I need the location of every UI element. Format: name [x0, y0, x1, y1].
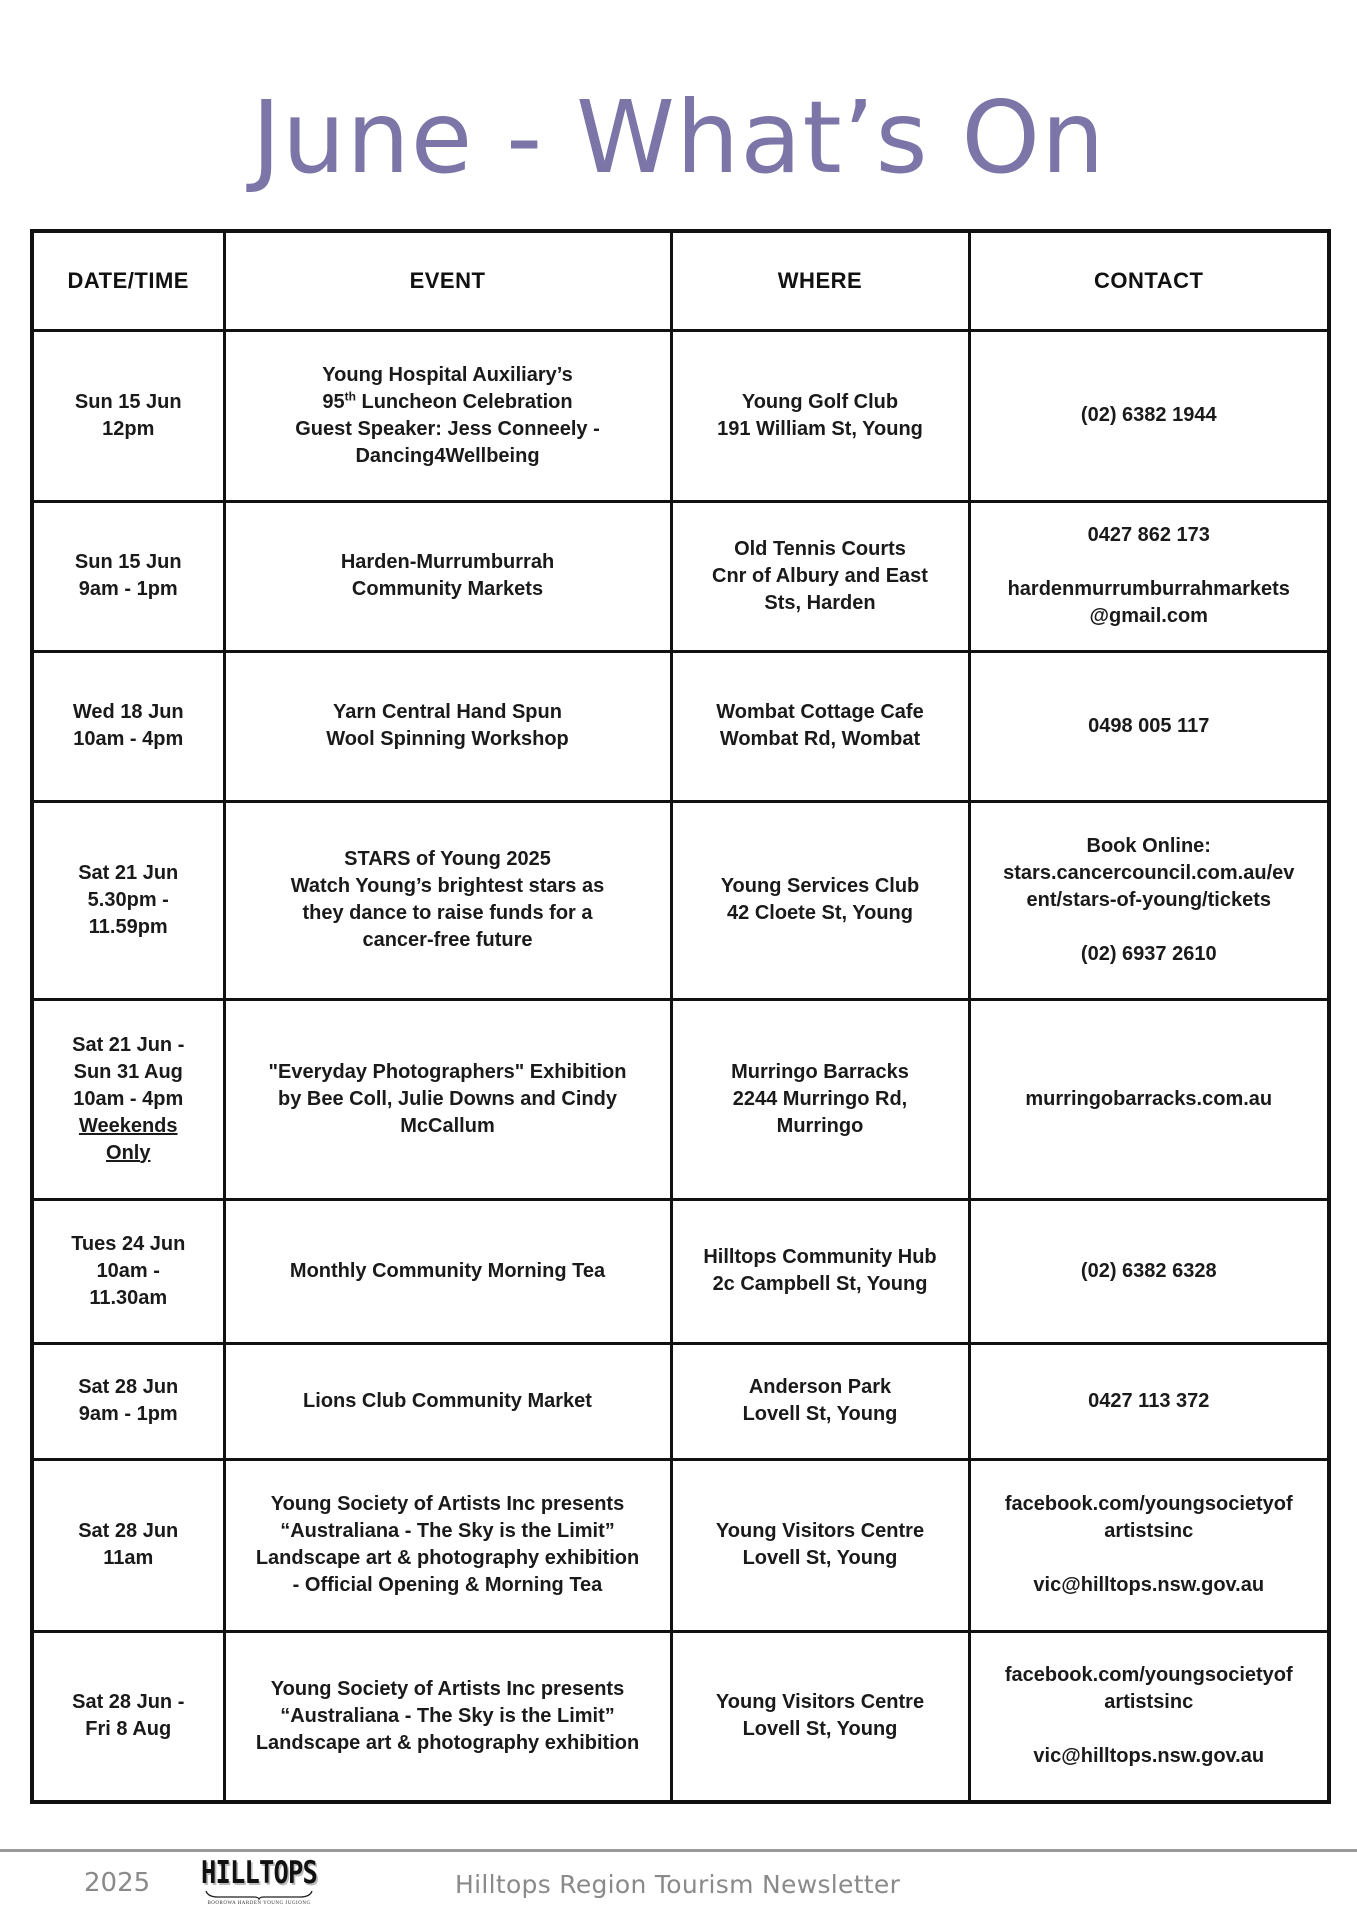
- event-line: Landscape art & photography exhibition: [255, 1547, 640, 1569]
- cell-contact: [969, 651, 1329, 801]
- cell-date: [32, 1343, 224, 1459]
- event-line: Yarn Central Hand Spun: [333, 701, 562, 723]
- weekends-note: Weekends: [78, 1114, 178, 1137]
- events-table: [30, 229, 1331, 1804]
- logo-brace-icon: [188, 1890, 330, 1900]
- cell-contact: [969, 801, 1329, 999]
- address-line: 191 William St, Young: [717, 417, 923, 440]
- event-line: Harden-Murrumburrah: [340, 551, 555, 573]
- cell-where: [671, 501, 969, 651]
- cell-date: [32, 801, 224, 999]
- cell-where: [671, 999, 969, 1199]
- spacer: [981, 1545, 1318, 1572]
- footer-divider: [0, 1849, 1357, 1852]
- event-line: - Official Opening & Morning Tea: [292, 1574, 603, 1596]
- logo-wordmark: HILLTOPS: [201, 1855, 317, 1891]
- date-line: Sun 15 Jun: [74, 390, 182, 413]
- venue-line: Young Services Club: [720, 875, 920, 897]
- date-line: Sat 28 Jun -: [72, 1691, 185, 1714]
- cell-date: [32, 501, 224, 651]
- header-where: WHERE: [671, 231, 969, 330]
- phone-number: (02) 6382 6328: [1080, 1259, 1217, 1282]
- address-line: 2c Campbell St, Young: [712, 1273, 928, 1295]
- date-line: Sat 28 Jun: [78, 1376, 179, 1398]
- venue-line: Anderson Park: [748, 1376, 892, 1398]
- facebook-link[interactable]: facebook.com/youngsocietyof: [1004, 1664, 1293, 1687]
- event-line: Young Society of Artists Inc presents: [270, 1493, 625, 1515]
- cell-event: [224, 330, 671, 501]
- facebook-link[interactable]: facebook.com/youngsocietyof: [1004, 1493, 1293, 1515]
- cell-date: [32, 1631, 224, 1802]
- cell-date: [32, 651, 224, 801]
- cell-contact: [969, 1631, 1329, 1802]
- phone-number: 0427 862 173: [1087, 524, 1210, 546]
- event-line: “Australiana - The Sky is the Limit”: [280, 1520, 615, 1542]
- cell-contact: [969, 1343, 1329, 1459]
- venue-line: Wombat Cottage Cafe: [716, 701, 924, 723]
- address-line: Lovell St, Young: [742, 1547, 898, 1569]
- cell-where: [671, 1631, 969, 1802]
- cell-contact: [969, 999, 1329, 1199]
- venue-line: Old Tennis Courts: [734, 537, 906, 560]
- weekends-note: Only: [106, 1141, 151, 1164]
- cell-contact: [969, 1199, 1329, 1343]
- date-line: Sat 28 Jun: [78, 1520, 179, 1542]
- time-line: 5.30pm -: [87, 888, 169, 911]
- event-line: “Australiana - The Sky is the Limit”: [280, 1704, 615, 1727]
- table-header-row: [32, 231, 1329, 330]
- logo-towns: BOOROWA HARDEN YOUNG JUGIONG: [207, 1901, 311, 1906]
- cell-event: [224, 999, 671, 1199]
- header-event: EVENT: [224, 231, 671, 330]
- spacer: [981, 549, 1318, 576]
- date-line: Sun 31 Aug: [73, 1060, 183, 1083]
- venue-line: Murringo Barracks: [731, 1060, 909, 1083]
- cell-date: [32, 330, 224, 501]
- cell-date: [32, 999, 224, 1199]
- table-row: [32, 801, 1329, 999]
- cell-where: [671, 330, 969, 501]
- event-line: "Everyday Photographers" Exhibition: [268, 1060, 627, 1083]
- cell-event: [224, 1343, 671, 1459]
- website-link[interactable]: murringobarracks.com.au: [1025, 1087, 1273, 1110]
- phone-number: 0498 005 117: [1088, 714, 1210, 737]
- footer-year: 2025: [84, 1868, 151, 1898]
- table-row: [32, 999, 1329, 1199]
- address-line: Lovell St, Young: [742, 1403, 898, 1425]
- date-line: Sun 15 Jun: [74, 551, 182, 573]
- venue-line: Young Golf Club: [741, 390, 899, 413]
- cell-contact: [969, 501, 1329, 651]
- cell-event: [224, 651, 671, 801]
- event-line: Young Society of Artists Inc presents: [270, 1677, 625, 1700]
- table-row: [32, 501, 1329, 651]
- date-line: Wed 18 Jun: [72, 701, 184, 723]
- date-line: Fri 8 Aug: [85, 1718, 172, 1741]
- address-line: Murringo: [776, 1114, 864, 1137]
- address-line: Wombat Rd, Wombat: [719, 728, 921, 750]
- time-line: 12pm: [102, 417, 155, 440]
- event-line: Watch Young’s brightest stars as: [290, 875, 605, 897]
- cell-contact: [969, 1459, 1329, 1631]
- email-link[interactable]: vic@hilltops.nsw.gov.au: [1033, 1745, 1265, 1768]
- time-line: 10am - 4pm: [73, 1087, 184, 1110]
- event-number: 95: [322, 390, 345, 413]
- header-contact: CONTACT: [969, 231, 1329, 330]
- date-line: Sat 21 Jun -: [72, 1033, 185, 1056]
- table-row: [32, 1199, 1329, 1343]
- date-line: Sat 21 Jun: [78, 861, 179, 884]
- cell-where: [671, 651, 969, 801]
- header-date-time: DATE/TIME: [32, 231, 224, 330]
- hilltops-logo: [188, 1856, 330, 1916]
- page-title: June - What’s On: [251, 79, 1106, 196]
- time-line: 11.59pm: [88, 915, 168, 938]
- facebook-link-continued[interactable]: artistsinc: [1104, 1520, 1194, 1542]
- phone-number: 0427 113 372: [1088, 1389, 1210, 1412]
- time-line: 10am -: [96, 1259, 160, 1282]
- venue-line: Young Visitors Centre: [715, 1520, 925, 1542]
- cell-date: [32, 1199, 224, 1343]
- newsletter-name: Hilltops Region Tourism Newsletter: [455, 1870, 901, 1899]
- event-line: Landscape art & photography exhibition: [255, 1731, 640, 1754]
- event-line: Dancing4Wellbeing: [355, 444, 540, 467]
- cell-where: [671, 1459, 969, 1631]
- event-line: Guest Speaker: Jess Conneely -: [295, 417, 600, 440]
- event-line: [236, 389, 660, 416]
- booking-url[interactable]: stars.cancercouncil.com.au/ev: [1003, 861, 1295, 884]
- event-line: Lions Club Community Market: [303, 1389, 592, 1412]
- table-row: [32, 1343, 1329, 1459]
- cell-event: [224, 1631, 671, 1802]
- cell-where: [671, 1343, 969, 1459]
- cell-date: [32, 1459, 224, 1631]
- address-line: Lovell St, Young: [742, 1718, 898, 1741]
- cell-event: [224, 801, 671, 999]
- address-line: 42 Cloete St, Young: [727, 902, 913, 924]
- time-line: 11am: [103, 1547, 154, 1569]
- ordinal-suffix: th: [344, 388, 356, 403]
- date-line: Tues 24 Jun: [71, 1232, 186, 1255]
- event-line: Wool Spinning Workshop: [326, 728, 569, 750]
- address-line: Sts, Harden: [764, 591, 876, 614]
- spacer: [981, 914, 1318, 941]
- cell-contact: [969, 330, 1329, 501]
- booking-url-continued[interactable]: ent/stars-of-young/tickets: [1026, 888, 1271, 911]
- cell-where: [671, 1199, 969, 1343]
- time-line: 9am - 1pm: [78, 578, 178, 600]
- table-row: [32, 651, 1329, 801]
- venue-line: Young Visitors Centre: [715, 1691, 925, 1714]
- event-line: Community Markets: [351, 578, 544, 600]
- event-line: cancer-free future: [362, 929, 533, 951]
- phone-number: (02) 6937 2610: [1080, 942, 1217, 965]
- phone-number: (02) 6382 1944: [1080, 404, 1217, 426]
- facebook-link-continued[interactable]: artistsinc: [1104, 1691, 1194, 1714]
- email-link-continued[interactable]: @gmail.com: [1089, 605, 1208, 627]
- event-line: by Bee Coll, Julie Downs and Cindy: [278, 1087, 617, 1110]
- time-line: 9am - 1pm: [78, 1403, 178, 1425]
- email-link[interactable]: vic@hilltops.nsw.gov.au: [1033, 1574, 1265, 1596]
- event-line: Young Hospital Auxiliary’s: [322, 363, 573, 386]
- event-line: they dance to raise funds for a: [302, 902, 593, 924]
- cell-event: [224, 1199, 671, 1343]
- address-line: Cnr of Albury and East: [712, 564, 928, 587]
- address-line: 2244 Murringo Rd,: [732, 1087, 908, 1110]
- cell-event: [224, 501, 671, 651]
- table-row: [32, 1631, 1329, 1802]
- event-line: Monthly Community Morning Tea: [289, 1259, 606, 1282]
- table-row: [32, 330, 1329, 501]
- time-line: 10am - 4pm: [73, 728, 184, 750]
- cell-where: [671, 801, 969, 999]
- email-link[interactable]: hardenmurrumburrahmarkets: [1007, 578, 1290, 600]
- spacer: [981, 1716, 1318, 1743]
- time-line: 11.30am: [89, 1286, 168, 1309]
- event-text: Luncheon Celebration: [355, 390, 573, 413]
- event-line: McCallum: [400, 1114, 495, 1137]
- event-line: STARS of Young 2025: [344, 848, 551, 870]
- venue-line: Hilltops Community Hub: [703, 1246, 937, 1268]
- booking-label: Book Online:: [1086, 834, 1211, 857]
- table-row: [32, 1459, 1329, 1631]
- cell-event: [224, 1459, 671, 1631]
